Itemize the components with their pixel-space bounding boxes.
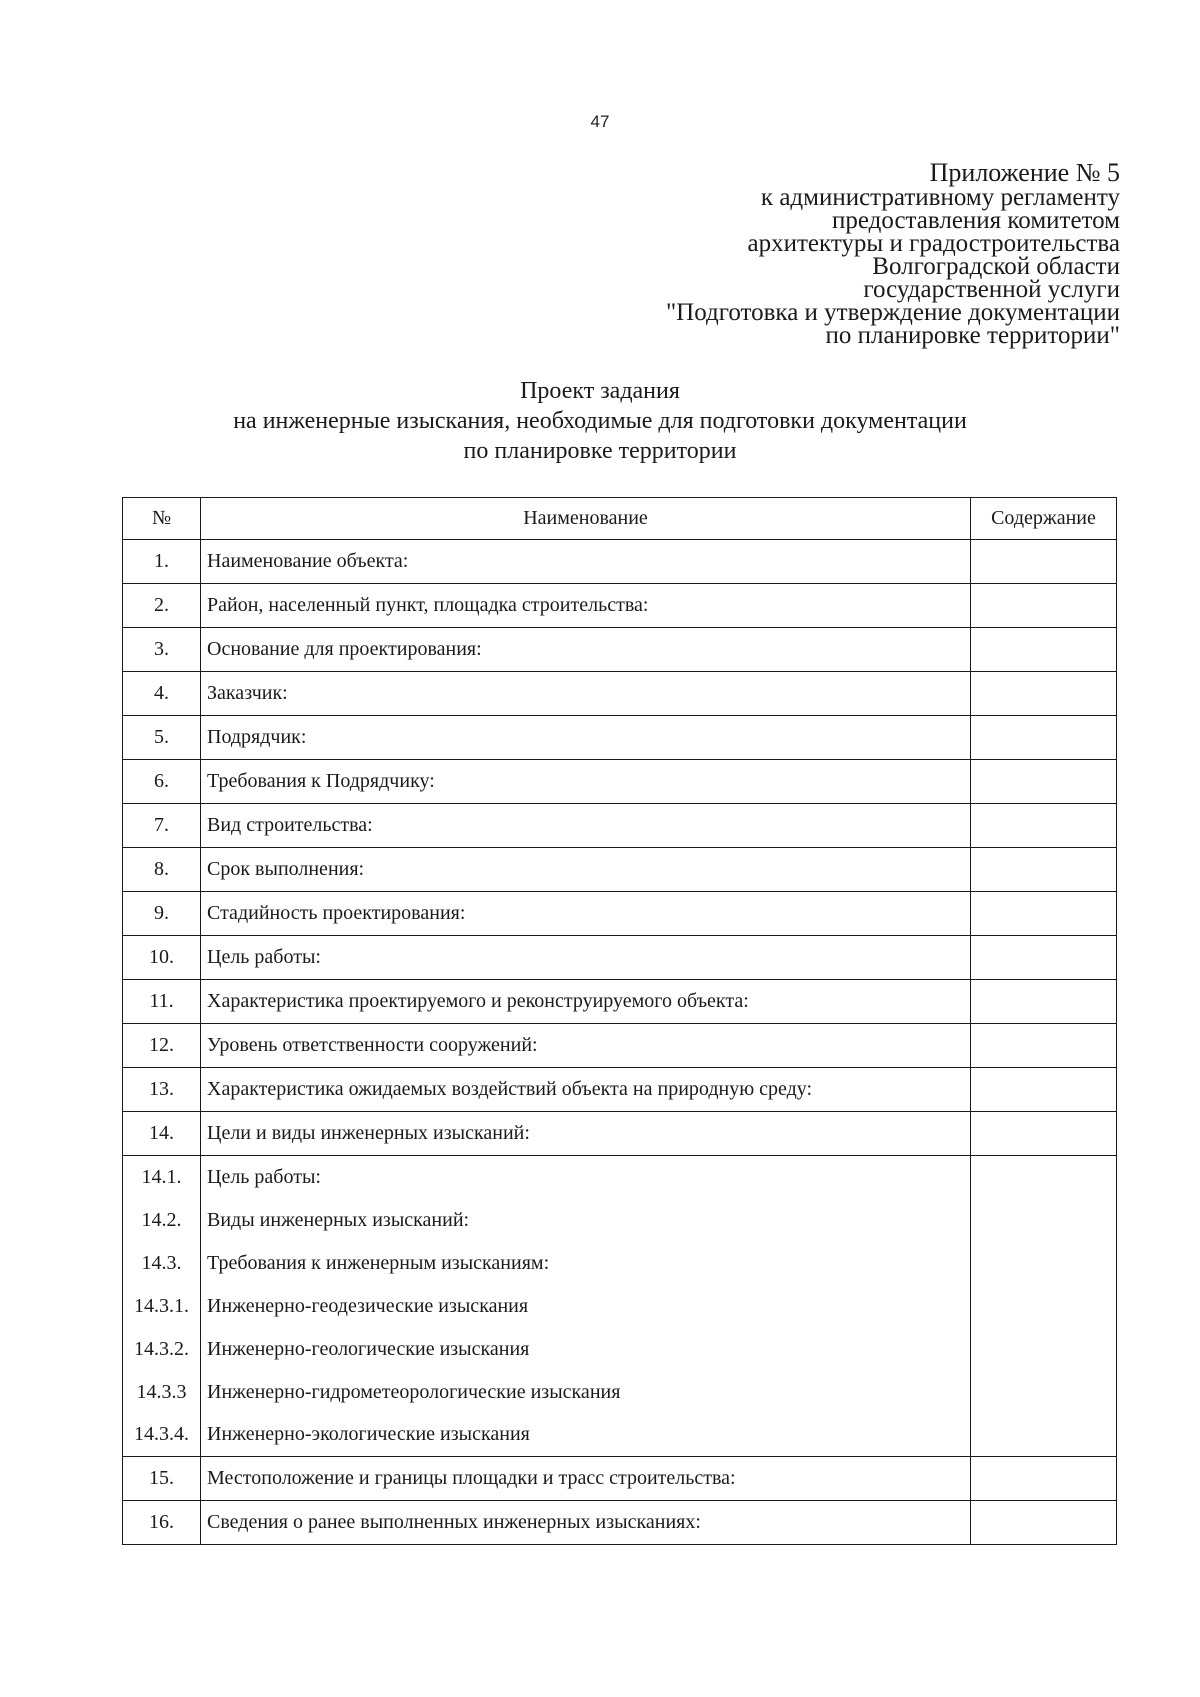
table-row [123,716,1117,760]
row-number: 2. [123,584,201,628]
header-content: Содержание [971,498,1117,540]
content-cell[interactable] [971,1068,1117,1112]
table-row [123,1285,1117,1328]
appendix-line: "Подготовка и утверждение документации [665,299,1120,326]
appendix-line: архитектуры и градостроительства [747,230,1120,257]
row-number: 15. [123,1457,201,1501]
content-cell[interactable] [971,716,1117,760]
row-number: 14.2. [123,1199,201,1242]
row-name: Цели и виды инженерных изысканий: [201,1112,971,1156]
table-row [123,1501,1117,1545]
assignment-table-body [123,498,1117,1545]
document-heading [0,376,1200,466]
content-cell[interactable] [971,1156,1117,1457]
row-name: Вид строительства: [201,804,971,848]
row-number: 7. [123,804,201,848]
table-row [123,936,1117,980]
row-number: 12. [123,1024,201,1068]
page-number: 47 [590,112,610,131]
row-number: 14.3. [123,1242,201,1285]
row-number: 8. [123,848,201,892]
row-name: Виды инженерных изысканий: [201,1199,971,1242]
heading-title: Проект задания [520,378,680,404]
row-name: Срок выполнения: [201,848,971,892]
row-number: 1. [123,540,201,584]
table-row [123,804,1117,848]
row-name: Инженерно-геодезические изыскания [201,1285,971,1328]
table-row [123,1328,1117,1371]
row-name: Инженерно-экологические изыскания [201,1414,971,1457]
content-cell[interactable] [971,1112,1117,1156]
appendix-line: к административному регламенту [760,184,1120,211]
row-name: Основание для проектирования: [201,628,971,672]
table-row [123,1242,1117,1285]
content-cell[interactable] [971,892,1117,936]
content-cell[interactable] [971,848,1117,892]
content-cell[interactable] [971,804,1117,848]
table-row [123,1414,1117,1457]
row-name: Местоположение и границы площадки и трасс строительства: [201,1457,971,1501]
row-name: Инженерно-геологические изыскания [201,1328,971,1371]
table-row [123,1199,1117,1242]
table-row [123,628,1117,672]
row-number: 10. [123,936,201,980]
row-number: 6. [123,760,201,804]
table-row [123,1068,1117,1112]
row-number: 14. [123,1112,201,1156]
appendix-line: предоставления комитетом [831,207,1120,234]
row-name: Сведения о ранее выполненных инженерных изысканиях: [201,1501,971,1545]
row-name: Характеристика ожидаемых воздействий объекта на природную среду: [201,1068,971,1112]
row-number: 9. [123,892,201,936]
content-cell[interactable] [971,936,1117,980]
row-name: Инженерно-гидрометеорологические изыскания [201,1371,971,1414]
row-number: 14.3.3 [123,1371,201,1414]
content-cell[interactable] [971,672,1117,716]
table-row [123,892,1117,936]
content-cell[interactable] [971,584,1117,628]
row-name: Уровень ответственности сооружений: [201,1024,971,1068]
row-number: 16. [123,1501,201,1545]
appendix-line: Приложение № 5 [929,158,1120,187]
content-cell[interactable] [971,540,1117,584]
table-row [123,1371,1117,1414]
table-row [123,540,1117,584]
table-row [123,1112,1117,1156]
row-number: 4. [123,672,201,716]
appendix-caption [560,160,1120,347]
table-row [123,1156,1117,1199]
row-name: Требования к Подрядчику: [201,760,971,804]
row-number: 14.3.4. [123,1414,201,1457]
row-name: Стадийность проектирования: [201,892,971,936]
content-cell[interactable] [971,980,1117,1024]
row-name: Требования к инженерным изысканиям: [201,1242,971,1285]
row-name: Район, населенный пункт, площадка строительства: [201,584,971,628]
row-name: Цель работы: [201,936,971,980]
row-name: Характеристика проектируемого и реконструируемого объекта: [201,980,971,1024]
row-number: 14.3.1. [123,1285,201,1328]
row-number: 14.3.2. [123,1328,201,1371]
heading-line: на инженерные изыскания, необходимые для подготовки документации [233,408,967,434]
header-number: № [123,498,201,540]
table-row [123,848,1117,892]
row-number: 13. [123,1068,201,1112]
row-number: 11. [123,980,201,1024]
table-row [123,672,1117,716]
row-number: 5. [123,716,201,760]
table-header-row [123,498,1117,540]
table-row [123,1024,1117,1068]
content-cell[interactable] [971,1024,1117,1068]
content-cell[interactable] [971,1501,1117,1545]
table-row [123,1457,1117,1501]
row-name: Заказчик: [201,672,971,716]
table-row [123,760,1117,804]
header-name: Наименование [201,498,971,540]
row-number: 14.1. [123,1156,201,1199]
row-number: 3. [123,628,201,672]
content-cell[interactable] [971,1457,1117,1501]
appendix-line: Волгоградской области [872,253,1120,280]
row-name: Наименование объекта: [201,540,971,584]
row-name: Подрядчик: [201,716,971,760]
content-cell[interactable] [971,760,1117,804]
table-row [123,980,1117,1024]
heading-line: по планировке территории [463,438,737,464]
row-name: Цель работы: [201,1156,971,1199]
assignment-table [122,497,1117,1545]
appendix-line: по планировке территории" [825,322,1120,349]
table-row [123,584,1117,628]
content-cell[interactable] [971,628,1117,672]
appendix-line: государственной услуги [863,276,1120,303]
